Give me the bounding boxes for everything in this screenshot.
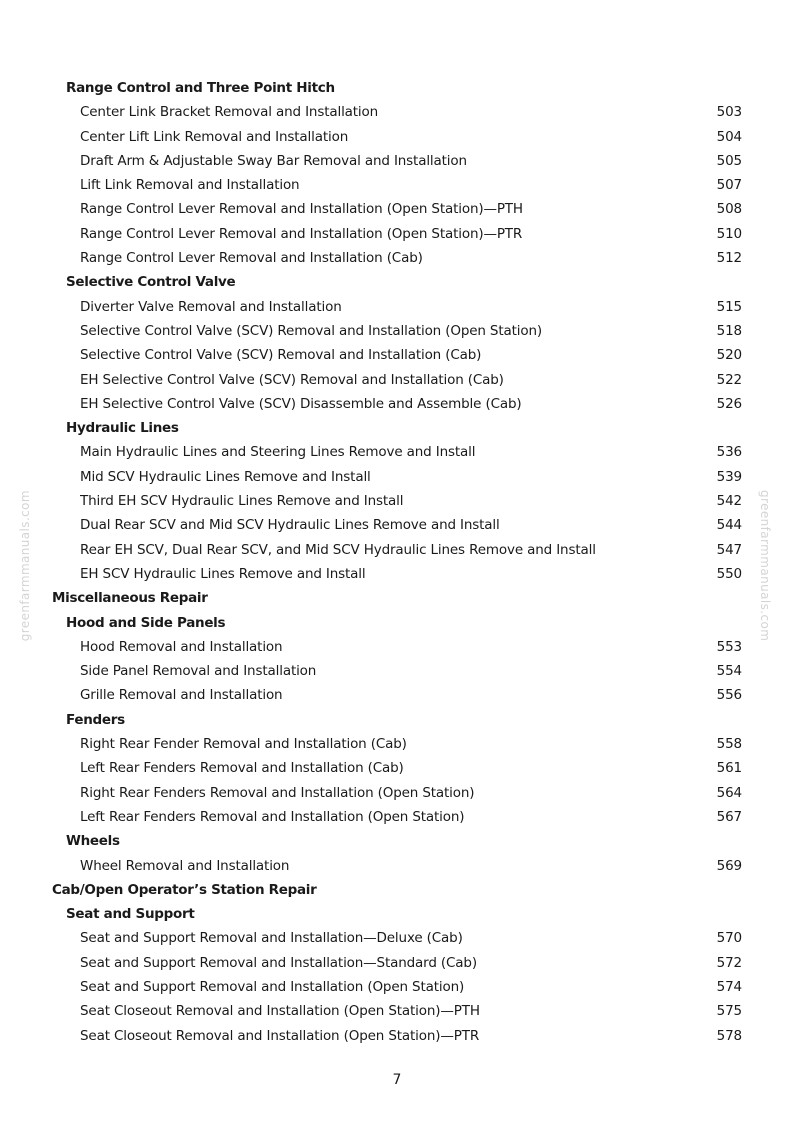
toc-title: Left Rear Fenders Removal and Installation (Open Station): [80, 808, 465, 825]
toc-title: Grille Removal and Installation: [80, 687, 283, 704]
toc-page-number: 556: [716, 687, 742, 704]
toc-entry[interactable]: [52, 926, 742, 950]
toc-entry[interactable]: [52, 756, 742, 780]
toc-title: Wheel Removal and Installation: [80, 857, 290, 874]
toc-page-number: 574: [716, 978, 742, 995]
toc-page-number: 508: [716, 201, 742, 218]
toc-title: Hood Removal and Installation: [80, 638, 283, 655]
toc-title: Dual Rear SCV and Mid SCV Hydraulic Lines Remove and Install: [80, 517, 500, 534]
toc-page-number: 547: [716, 541, 742, 558]
toc-entry[interactable]: [52, 368, 742, 392]
toc-subsection-heading: [52, 902, 742, 926]
toc-page-number: 503: [716, 104, 742, 121]
toc-entry[interactable]: [52, 392, 742, 416]
toc-title: Selective Control Valve (SCV) Removal and Installation (Open Station): [80, 322, 542, 339]
toc-title: Fenders: [66, 711, 125, 728]
toc-title: Cab/Open Operator’s Station Repair: [52, 881, 317, 898]
toc-subsection-heading: [52, 416, 742, 440]
toc-page-number: 554: [716, 663, 742, 680]
toc-title: Diverter Valve Removal and Installation: [80, 298, 342, 315]
toc-section-heading: [52, 878, 742, 902]
toc-page-number: 512: [716, 250, 742, 267]
toc-title: Seat Closeout Removal and Installation (Open Station)—PTR: [80, 1027, 480, 1044]
toc-title: Seat Closeout Removal and Installation (Open Station)—PTH: [80, 1003, 480, 1020]
toc-page-number: 567: [716, 808, 742, 825]
toc-page-number: 544: [716, 517, 742, 534]
toc-entry[interactable]: [52, 781, 742, 805]
toc-title: Left Rear Fenders Removal and Installation (Cab): [80, 760, 404, 777]
toc-page-number: 572: [716, 954, 742, 971]
toc-page-number: 564: [716, 784, 742, 801]
toc-page-number: 526: [716, 395, 742, 412]
toc-title: EH SCV Hydraulic Lines Remove and Install: [80, 565, 366, 582]
toc-title: Range Control and Three Point Hitch: [66, 80, 335, 96]
toc-entry[interactable]: [52, 343, 742, 367]
toc-entry[interactable]: [52, 125, 742, 149]
toc-entry[interactable]: [52, 975, 742, 999]
toc-page-number: 570: [716, 930, 742, 947]
toc-entry[interactable]: [52, 440, 742, 464]
toc-title: Seat and Support: [66, 906, 195, 923]
toc-subsection-heading: [52, 76, 742, 100]
toc-title: Center Lift Link Removal and Installation: [80, 128, 349, 145]
toc-title: Seat and Support Removal and Installation (Open Station): [80, 978, 465, 995]
toc-page-number: 518: [716, 322, 742, 339]
toc-title: EH Selective Control Valve (SCV) Removal and Installation (Cab): [80, 371, 504, 388]
toc-page-number: 536: [716, 444, 742, 461]
toc-page-number: 522: [716, 371, 742, 388]
table-of-contents: [52, 76, 742, 1048]
toc-title: Seat and Support Removal and Installation—Deluxe (Cab): [80, 930, 463, 947]
toc-title: Right Rear Fender Removal and Installation (Cab): [80, 736, 407, 753]
toc-page-number: 510: [716, 225, 742, 242]
toc-page-number: 553: [716, 638, 742, 655]
toc-title: Hood and Side Panels: [66, 614, 226, 631]
toc-entry[interactable]: [52, 999, 742, 1023]
toc-entry[interactable]: [52, 513, 742, 537]
toc-entry[interactable]: [52, 683, 742, 707]
toc-entry[interactable]: [52, 562, 742, 586]
toc-page-number: 542: [716, 493, 742, 510]
toc-entry[interactable]: [52, 149, 742, 173]
toc-page-number: 558: [716, 736, 742, 753]
toc-title: Seat and Support Removal and Installation—Standard (Cab): [80, 954, 477, 971]
toc-title: Selective Control Valve: [66, 274, 236, 291]
toc-title: Third EH SCV Hydraulic Lines Remove and Install: [80, 493, 404, 510]
toc-page-number: 550: [716, 565, 742, 582]
watermark-right: greenfarmmanuals.com: [758, 490, 772, 642]
toc-entry[interactable]: [52, 805, 742, 829]
toc-entry[interactable]: [52, 854, 742, 878]
toc-entry[interactable]: [52, 659, 742, 683]
toc-page-number: 515: [716, 298, 742, 315]
toc-entry[interactable]: [52, 1024, 742, 1048]
toc-entry[interactable]: [52, 295, 742, 319]
toc-entry[interactable]: [52, 465, 742, 489]
toc-title: Hydraulic Lines: [66, 420, 179, 437]
toc-page-number: 505: [716, 152, 742, 169]
watermark-left: greenfarmmanuals.com: [18, 490, 32, 642]
toc-entry[interactable]: [52, 222, 742, 246]
toc-subsection-heading: [52, 829, 742, 853]
toc-title: Right Rear Fenders Removal and Installation (Open Station): [80, 784, 475, 801]
toc-title: Range Control Lever Removal and Installation (Open Station)—PTR: [80, 225, 523, 242]
toc-entry[interactable]: [52, 489, 742, 513]
toc-title: Side Panel Removal and Installation: [80, 663, 317, 680]
toc-title: Selective Control Valve (SCV) Removal and Installation (Cab): [80, 347, 482, 364]
toc-page-number: 539: [716, 468, 742, 485]
toc-title: Rear EH SCV, Dual Rear SCV, and Mid SCV Hydraulic Lines Remove and Install: [80, 541, 596, 558]
toc-title: Mid SCV Hydraulic Lines Remove and Install: [80, 468, 371, 485]
toc-page-number: 504: [716, 128, 742, 145]
toc-subsection-heading: [52, 270, 742, 294]
toc-entry[interactable]: [52, 197, 742, 221]
toc-subsection-heading: [52, 708, 742, 732]
toc-title: Lift Link Removal and Installation: [80, 177, 300, 194]
toc-page-number: 520: [716, 347, 742, 364]
toc-title: Draft Arm & Adjustable Sway Bar Removal and Installation: [80, 152, 467, 169]
toc-page-number: 569: [716, 857, 742, 874]
toc-page-number: 575: [716, 1003, 742, 1020]
toc-title: Wheels: [66, 833, 120, 850]
toc-title: Range Control Lever Removal and Installation (Cab): [80, 250, 423, 267]
toc-entry[interactable]: [52, 732, 742, 756]
toc-entry[interactable]: [52, 635, 742, 659]
toc-page-number: 561: [716, 760, 742, 777]
toc-entry[interactable]: [52, 951, 742, 975]
toc-subsection-heading: [52, 611, 742, 635]
toc-entry[interactable]: [52, 538, 742, 562]
toc-page-number: 507: [716, 177, 742, 194]
toc-section-heading: [52, 586, 742, 610]
toc-entry[interactable]: [52, 246, 742, 270]
toc-page-number: 578: [716, 1027, 742, 1044]
toc-title: Miscellaneous Repair: [52, 590, 208, 607]
toc-entry[interactable]: [52, 319, 742, 343]
toc-entry[interactable]: [52, 100, 742, 124]
toc-title: Center Link Bracket Removal and Installation: [80, 104, 379, 121]
toc-title: Main Hydraulic Lines and Steering Lines Remove and Install: [80, 444, 476, 461]
page-number: 7: [392, 1072, 402, 1088]
toc-entry[interactable]: [52, 173, 742, 197]
toc-title: EH Selective Control Valve (SCV) Disassemble and Assemble (Cab): [80, 395, 522, 412]
toc-title: Range Control Lever Removal and Installation (Open Station)—PTH: [80, 201, 523, 218]
